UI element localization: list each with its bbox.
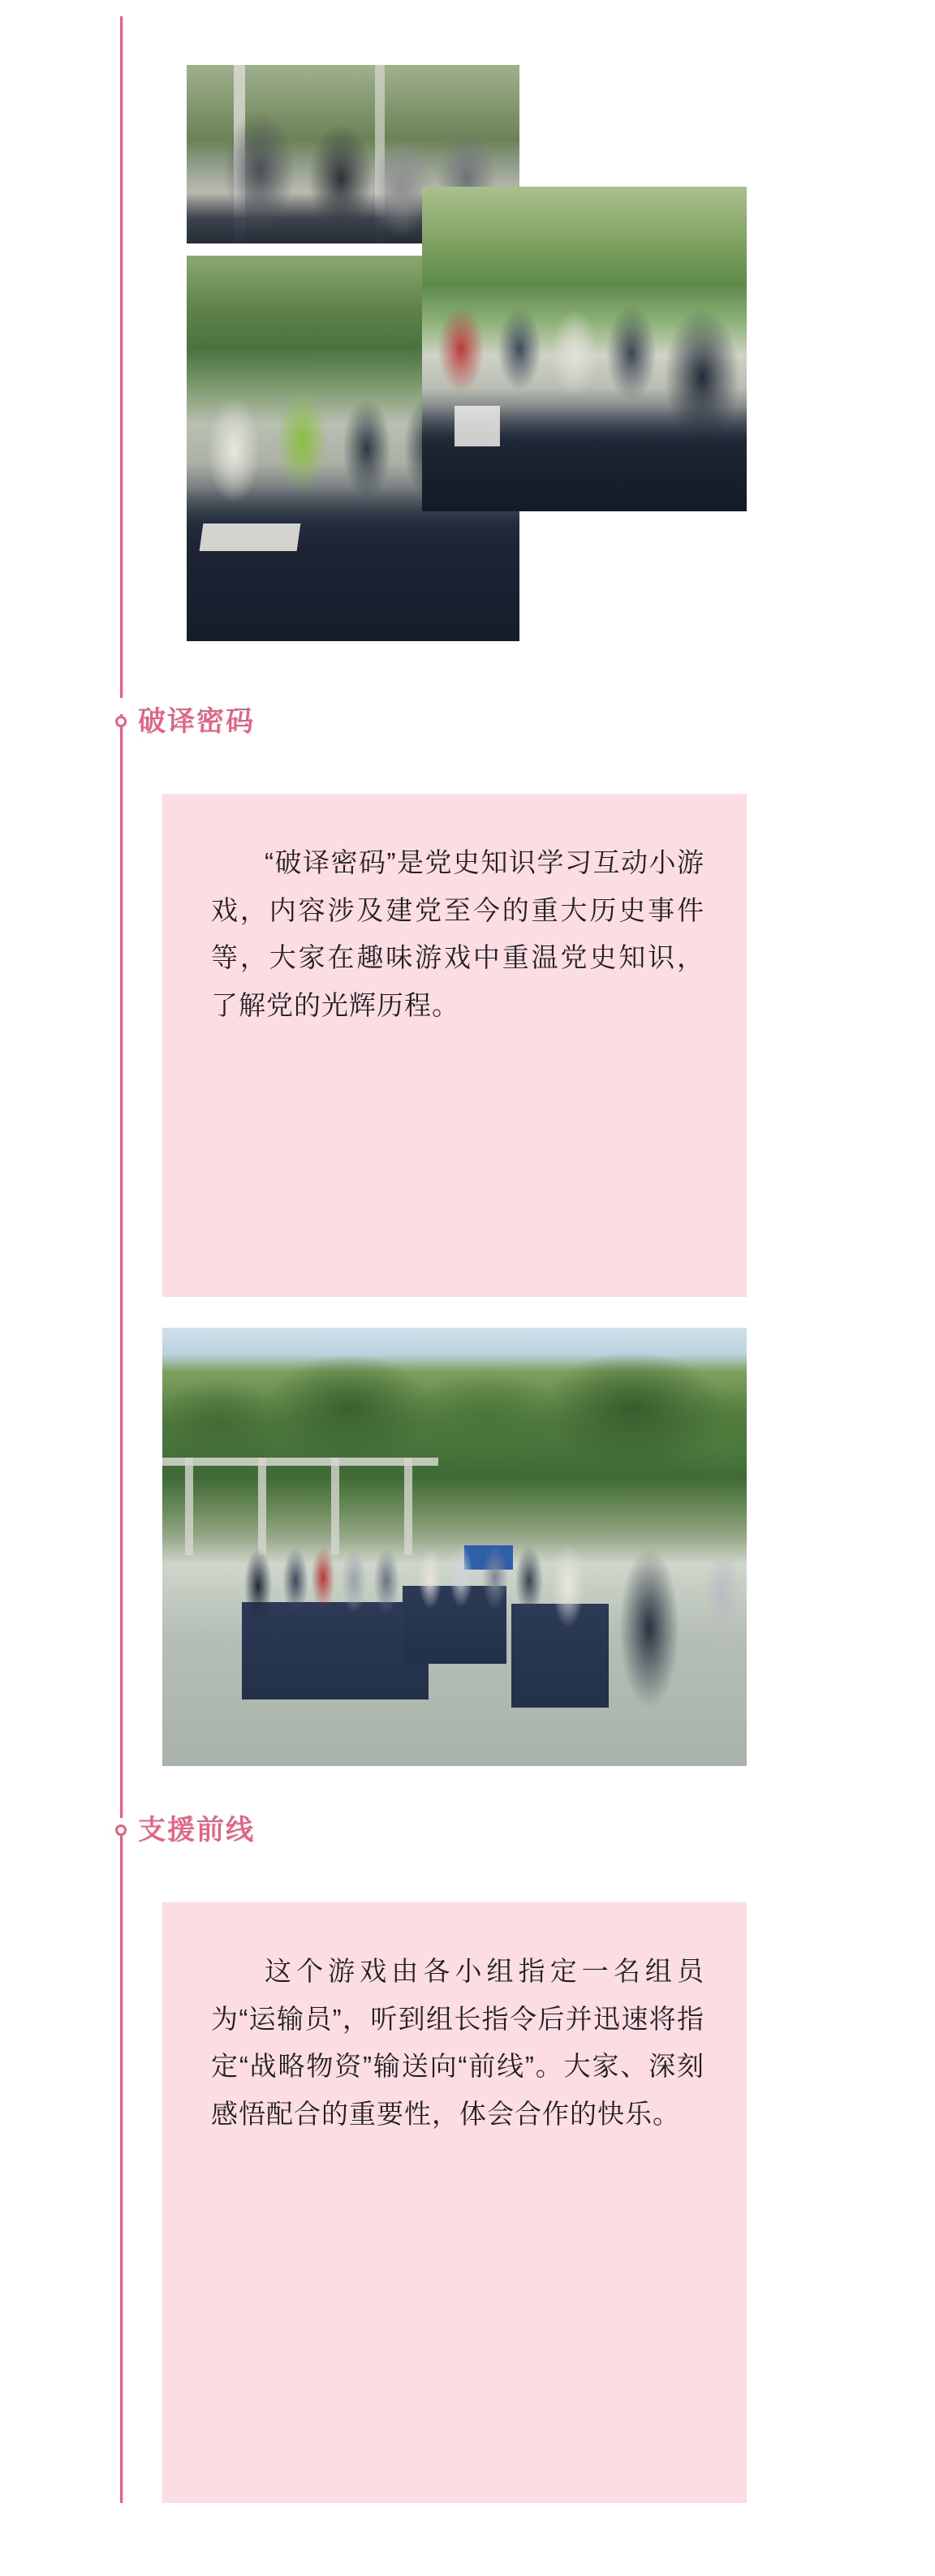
ring-bullet-icon [115, 716, 127, 727]
section-body-card-decode-password [162, 794, 747, 1297]
section-body-card-support-frontline [162, 1902, 747, 2503]
timeline-rule-segment-middle [120, 714, 123, 1818]
section-heading-text: 支援前线 [138, 1815, 255, 1846]
photo-figures [162, 1328, 747, 1766]
section-heading-support-frontline [122, 1816, 255, 1844]
timeline-rule-segment-top [120, 16, 123, 698]
page-bottom-spacer [0, 2503, 935, 2576]
timeline-rule-segment-bottom [120, 1834, 123, 2565]
photo-cards [422, 187, 747, 511]
section-heading-text: 破译密码 [138, 706, 255, 737]
ring-bullet-icon [115, 1824, 127, 1836]
section-heading-decode-password [122, 708, 255, 735]
photo-collage [187, 65, 755, 601]
section-body-text: “破译密码”是党史知识学习互动小游戏，内容涉及建党至今的重大历史事件等，大家在趣味游戏中重温党史知识，了解党的光辉历程。 [211, 847, 704, 1021]
section-body-text: 这个游戏由各小组指定一名组员为“运输员”，听到组长指令后并迅速将指定“战略物资”输送向“前线”。大家、深刻感悟配合的重要性，体会合作的快乐。 [211, 1956, 704, 2130]
photo-papers [200, 523, 301, 551]
photo-students-group-reading-cards [422, 187, 747, 511]
photo-outdoor-activity-wide [162, 1328, 747, 1766]
